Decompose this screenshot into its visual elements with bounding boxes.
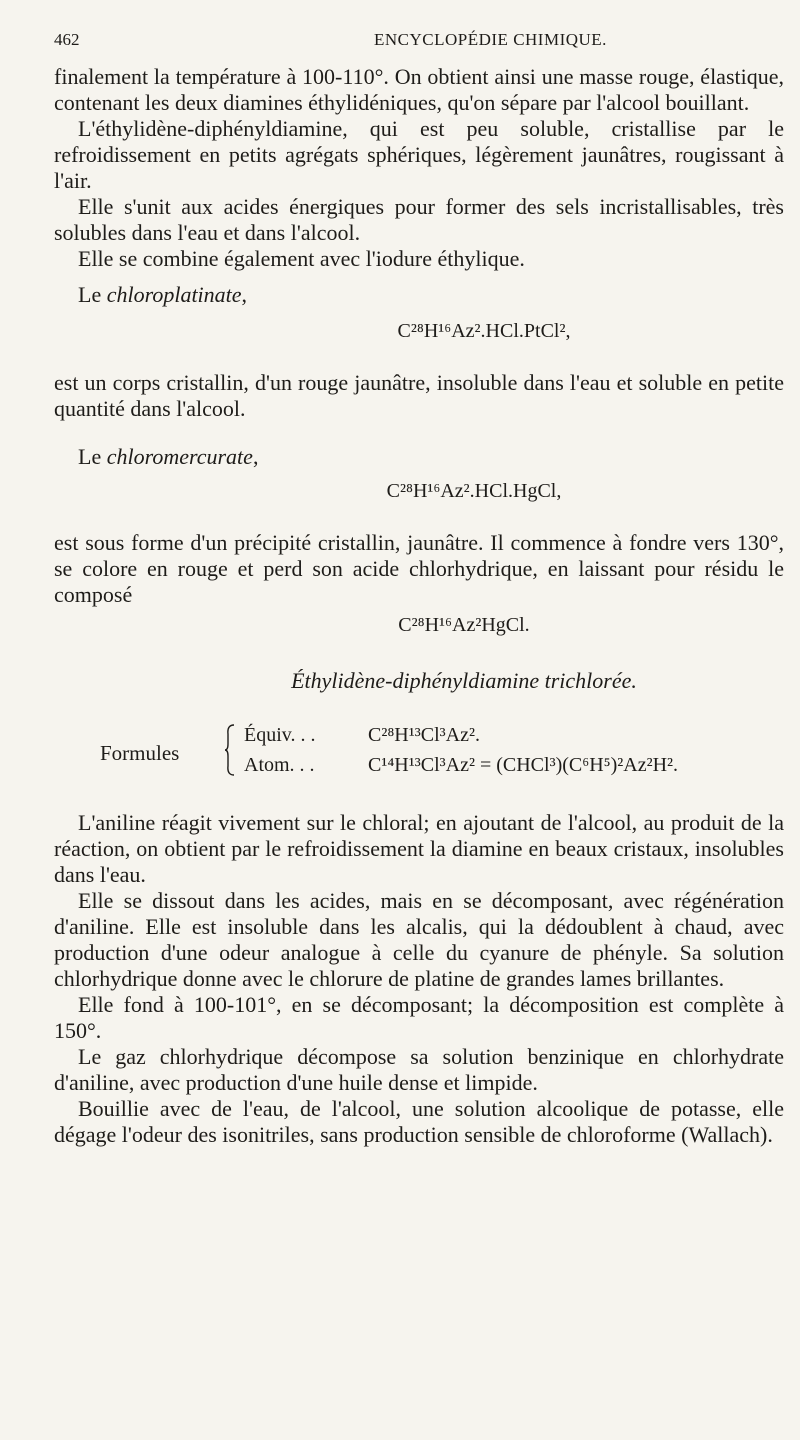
paragraph: Elle s'unit aux acides énergiques pour former des sels incristallisables, très solubles dans l'eau et dans l'alcool. [54, 194, 784, 245]
formula-key: Atom. . . [244, 754, 315, 776]
paragraph: Bouillie avec de l'eau, de l'alcool, une solution alcoolique de potasse, elle dégage l'odeur des isonitriles, sans production sensible de chloroforme (Wallach). [54, 1096, 784, 1147]
chloroplatinate-description: est un corps cristallin, d'un rouge jaunâtre, insoluble dans l'eau et soluble en petite quantité dans l'alcool. [54, 370, 784, 421]
paragraph: Elle se dissout dans les acides, mais en se décomposant, avec régénération d'aniline. Elle est insoluble dans les alcalis, qui la dédoublent à chaud, avec production d'une odeur analogue à celle du cyanure de phényle. Sa solution chlorhydrique donne avec le chlorure de platine de grandes lames brillantes. [54, 888, 784, 991]
paragraph: L'éthylidène-diphényldiamine, qui est peu soluble, cristallise par le refroidissement en petits agrégats sphériques, légèrement jaunâtres, rougissant à l'air. [54, 116, 784, 193]
chloroplatinate-intro: Le chloroplatinate, [78, 282, 248, 307]
section-title: Éthylidène-diphényldiamine trichlorée. [291, 668, 637, 693]
chloroplatinate-formula: C²⁸H¹⁶Az².HCl.PtCl², [397, 320, 571, 342]
chloromercurate-formula: C²⁸H¹⁶Az².HCl.HgCl, [386, 480, 562, 502]
formulas-block [54, 722, 784, 792]
residue-formula: C²⁸H¹⁶Az²HgCl. [398, 614, 530, 636]
formulas-label: Formules [100, 741, 180, 765]
page-header [54, 30, 770, 58]
formula-key: Équiv. . . [244, 724, 316, 746]
chloromercurate-description: est sous forme d'un précipité cristallin, jaunâtre. Il commence à fondre vers 130°, se colore en rouge et perd son acide chlorhydrique, en laissant pour résidu le composé [54, 530, 784, 607]
paragraph-continuation: finalement la température à 100-110°. On obtient ainsi une masse rouge, élastique, contenant les deux diamines éthylidéniques, qu'on sépare par l'alcool bouillant. [54, 64, 784, 115]
paragraph: Le gaz chlorhydrique décompose sa solution benzinique en chlorhydrate d'aniline, avec production d'une huile dense et limpide. [54, 1044, 784, 1095]
formula-value: C²⁸H¹³Cl³Az². [368, 724, 480, 746]
chloromercurate-term: chloromercurate [106, 444, 253, 469]
formula-value: C¹⁴H¹³Cl³Az² = (CHCl³)(C⁶H⁵)²Az²H². [368, 754, 679, 776]
brace-icon [224, 724, 236, 776]
formula-row-atom [244, 752, 678, 778]
formula-row-equiv [244, 722, 480, 748]
chloromercurate-intro: Le chloromercurate, [78, 444, 259, 469]
chloroplatinate-term: chloroplatinate [106, 282, 242, 307]
page-body [54, 64, 784, 1148]
paragraph: Elle fond à 100-101°, en se décomposant; la décomposition est complète à 150°. [54, 992, 784, 1043]
page-number: 462 [54, 30, 80, 49]
running-title: ENCYCLOPÉDIE CHIMIQUE. [374, 30, 607, 49]
paragraph: L'aniline réagit vivement sur le chloral; en ajoutant de l'alcool, au produit de la réaction, on obtient par le refroidissement la diamine en beaux cristaux, insolubles dans l'eau. [54, 810, 784, 887]
paragraph: Elle se combine également avec l'iodure éthylique. [78, 246, 525, 271]
